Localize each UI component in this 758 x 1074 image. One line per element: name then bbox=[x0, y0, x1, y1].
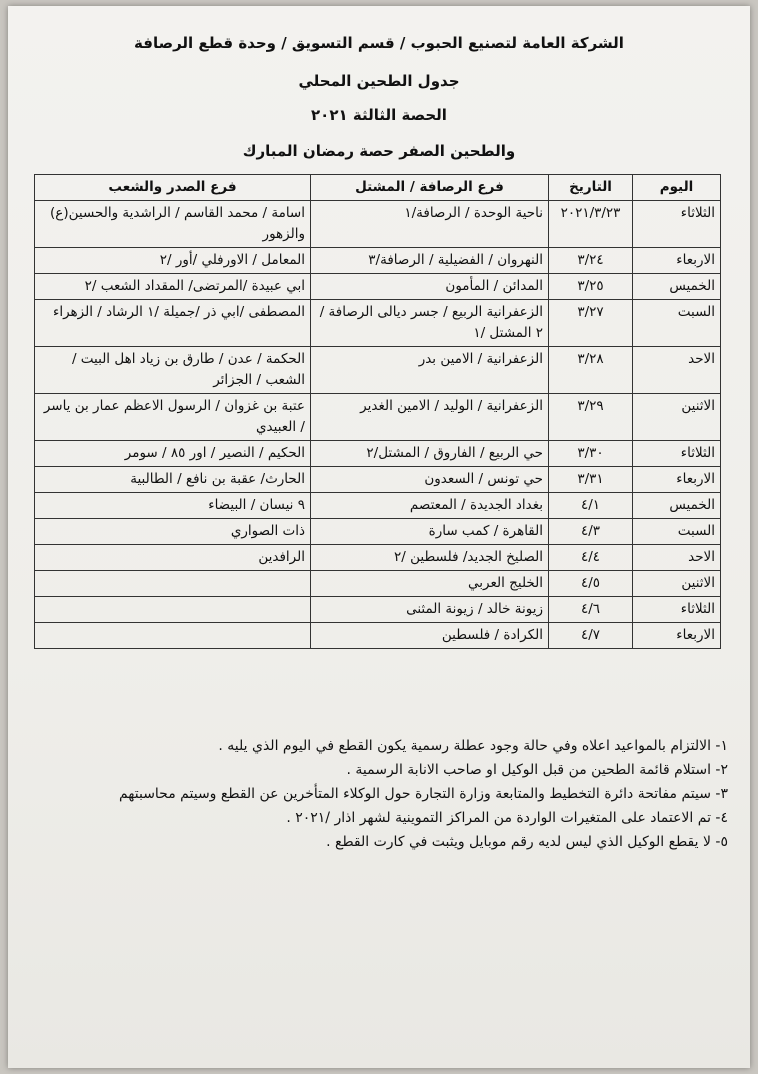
day-cell: الثلاثاء bbox=[633, 201, 721, 248]
note-4: ٤- تم الاعتماد على المتغيرات الواردة من المراكز التموينية لشهر اذار /٢٠٢١ . bbox=[286, 810, 728, 826]
sadr-cell: ابي عبيدة /المرتضى/ المقداد الشعب /٢ bbox=[35, 274, 311, 300]
sadr-cell: المعامل / الاورفلي /أور /٢ bbox=[35, 248, 311, 274]
rusafa-cell: الزعفرانية / الامين بدر bbox=[311, 347, 549, 394]
day-cell: الخميس bbox=[633, 493, 721, 519]
sadr-cell: ذات الصواري bbox=[35, 519, 311, 545]
table-row bbox=[35, 467, 721, 493]
table-row bbox=[35, 571, 721, 597]
rusafa-cell: النهروان / الفضيلية / الرصافة/٣ bbox=[311, 248, 549, 274]
table-header-row bbox=[35, 175, 721, 201]
sadr-cell: الرافدين bbox=[35, 545, 311, 571]
day-cell: الاربعاء bbox=[633, 467, 721, 493]
rusafa-cell: الخليج العربي bbox=[311, 571, 549, 597]
rusafa-cell: بغداد الجديدة / المعتصم bbox=[311, 493, 549, 519]
day-cell: السبت bbox=[633, 300, 721, 347]
rusafa-cell: الزعفرانية الربيع / جسر ديالى الرصافة /٢ المشتل /١ bbox=[311, 300, 549, 347]
table-row bbox=[35, 274, 721, 300]
date-cell: ٤/٣ bbox=[549, 519, 633, 545]
rusafa-cell: الزعفرانية / الوليد / الامين الغدير bbox=[311, 394, 549, 441]
sadr-cell: الحارث/ عقبة بن نافع / الطالبية bbox=[35, 467, 311, 493]
sadr-cell: ٩ نيسان / البيضاء bbox=[35, 493, 311, 519]
day-cell: الثلاثاء bbox=[633, 597, 721, 623]
header-sadr: فرع الصدر والشعب bbox=[35, 175, 311, 201]
table-row bbox=[35, 623, 721, 649]
table-row bbox=[35, 201, 721, 248]
table-row bbox=[35, 248, 721, 274]
date-cell: ٣/٢٨ bbox=[549, 347, 633, 394]
sadr-cell: اسامة / محمد القاسم / الراشدية والحسين(ع) والزهور bbox=[35, 201, 311, 248]
note-2: ٢- استلام قائمة الطحين من قبل الوكيل او صاحب الانابة الرسمية . bbox=[346, 762, 728, 778]
ramadan-title: والطحين الصفر حصة رمضان المبارك bbox=[242, 142, 516, 160]
organization-title: الشركة العامة لتصنيع الحبوب / قسم التسويق / وحدة قطع الرصافة bbox=[134, 34, 624, 52]
sadr-cell: عتبة بن غزوان / الرسول الاعظم عمار بن ياسر / العبيدي bbox=[35, 394, 311, 441]
rusafa-cell: الكرادة / فلسطين bbox=[311, 623, 549, 649]
sadr-cell: الحكيم / النصير / اور ٨٥ / سومر bbox=[35, 441, 311, 467]
day-cell: الاحد bbox=[633, 545, 721, 571]
rusafa-cell: ناحية الوحدة / الرصافة/١ bbox=[311, 201, 549, 248]
table-row bbox=[35, 545, 721, 571]
date-cell: ٤/٥ bbox=[549, 571, 633, 597]
date-cell: ٤/٦ bbox=[549, 597, 633, 623]
rusafa-cell: حي تونس / السعدون bbox=[311, 467, 549, 493]
document-page bbox=[8, 6, 750, 1068]
day-cell: الثلاثاء bbox=[633, 441, 721, 467]
sadr-cell bbox=[35, 571, 311, 597]
date-cell: ٣/٣١ bbox=[549, 467, 633, 493]
day-cell: الاربعاء bbox=[633, 248, 721, 274]
date-cell: ٢٠٢١/٣/٢٣ bbox=[549, 201, 633, 248]
rusafa-cell: حي الربيع / الفاروق / المشتل/٢ bbox=[311, 441, 549, 467]
date-cell: ٣/٣٠ bbox=[549, 441, 633, 467]
note-1: ١- الالتزام بالمواعيد اعلاه وفي حالة وجود عطلة رسمية يكون القطع في اليوم الذي يليه . bbox=[218, 738, 728, 754]
day-cell: السبت bbox=[633, 519, 721, 545]
distribution-table bbox=[34, 174, 721, 649]
note-5: ٥- لا يقطع الوكيل الذي ليس لديه رقم موبايل ويثبت في كارت القطع . bbox=[326, 834, 728, 850]
date-cell: ٣/٢٤ bbox=[549, 248, 633, 274]
note-3: ٣- سيتم مفاتحة دائرة التخطيط والمتابعة وزارة التجارة حول الوكلاء المتأخرين عن القطع وسيتم محاسبتهم bbox=[118, 786, 728, 802]
date-cell: ٣/٢٥ bbox=[549, 274, 633, 300]
schedule-title: جدول الطحين المحلي bbox=[298, 72, 460, 90]
day-cell: الاثنين bbox=[633, 394, 721, 441]
table-row bbox=[35, 493, 721, 519]
sadr-cell bbox=[35, 597, 311, 623]
day-cell: الاربعاء bbox=[633, 623, 721, 649]
day-cell: الاحد bbox=[633, 347, 721, 394]
date-cell: ٤/٧ bbox=[549, 623, 633, 649]
table-row bbox=[35, 394, 721, 441]
table-row bbox=[35, 597, 721, 623]
day-cell: الاثنين bbox=[633, 571, 721, 597]
date-cell: ٤/٤ bbox=[549, 545, 633, 571]
day-cell: الخميس bbox=[633, 274, 721, 300]
date-cell: ٣/٢٧ bbox=[549, 300, 633, 347]
header-rusafa: فرع الرصافة / المشتل bbox=[311, 175, 549, 201]
notes-list bbox=[38, 734, 728, 854]
table-row bbox=[35, 347, 721, 394]
date-cell: ٤/١ bbox=[549, 493, 633, 519]
rusafa-cell: المدائن / المأمون bbox=[311, 274, 549, 300]
date-cell: ٣/٢٩ bbox=[549, 394, 633, 441]
table-row bbox=[35, 300, 721, 347]
sadr-cell bbox=[35, 623, 311, 649]
rusafa-cell: القاهرة / كمب سارة bbox=[311, 519, 549, 545]
table-row bbox=[35, 519, 721, 545]
table-row bbox=[35, 441, 721, 467]
header-day: اليوم bbox=[633, 175, 721, 201]
header-date: التاريخ bbox=[549, 175, 633, 201]
rusafa-cell: الصليخ الجديد/ فلسطين /٢ bbox=[311, 545, 549, 571]
quota-title: الحصة الثالثة ٢٠٢١ bbox=[311, 106, 447, 124]
sadr-cell: الحكمة / عدن / طارق بن زياد اهل البيت / الشعب / الجزائر bbox=[35, 347, 311, 394]
sadr-cell: المصطفى /ابي ذر /جميلة /١ الرشاد / الزهراء bbox=[35, 300, 311, 347]
rusafa-cell: زيونة خالد / زيونة المثنى bbox=[311, 597, 549, 623]
